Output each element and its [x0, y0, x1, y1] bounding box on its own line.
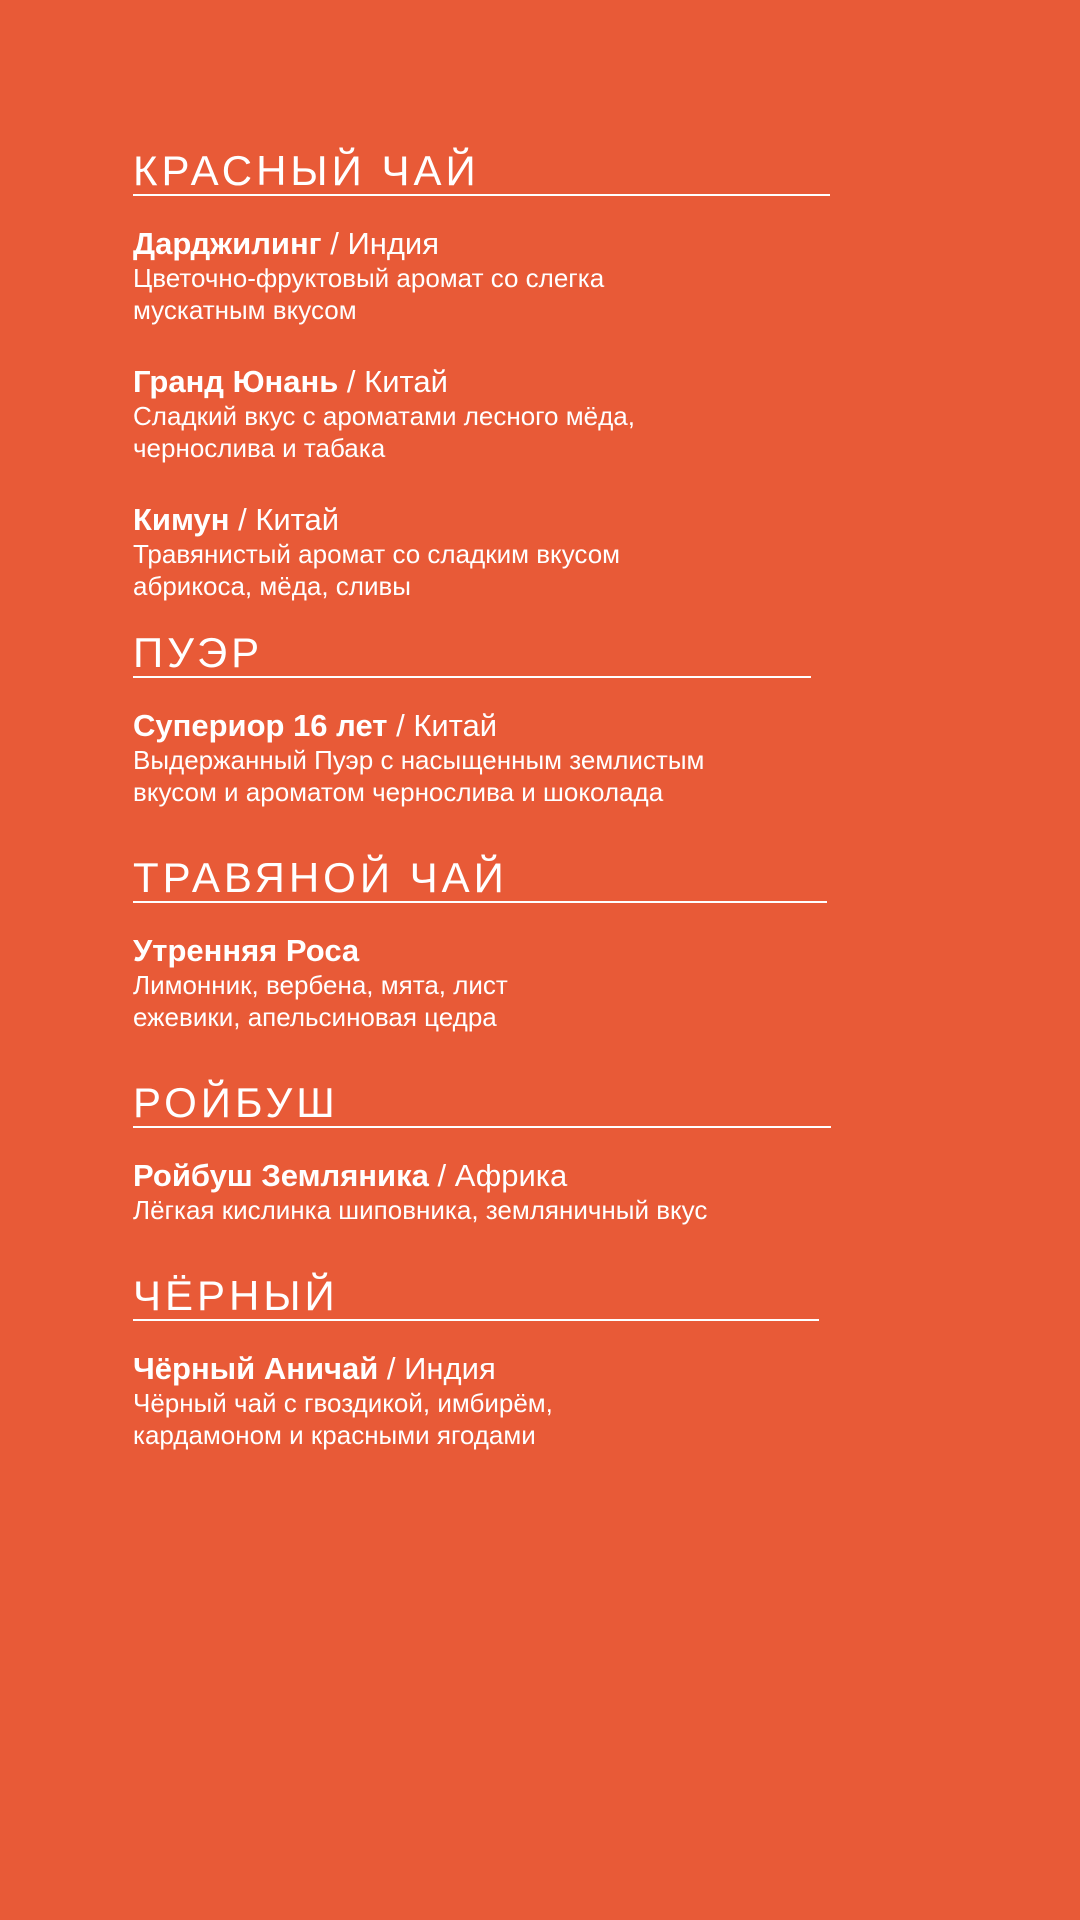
- item-origin: Китай: [255, 502, 340, 537]
- menu-item: [133, 1351, 819, 1451]
- menu-item: [133, 708, 811, 808]
- menu-item: [133, 226, 830, 326]
- item-name: Кимун: [133, 502, 230, 537]
- item-description: [133, 744, 811, 808]
- menu-item: [133, 502, 830, 602]
- menu-item: [133, 1158, 831, 1226]
- section-black-tea: [133, 1261, 819, 1451]
- item-head: [133, 502, 830, 538]
- item-description-line: Лимонник, вербена, мята, лист: [133, 970, 508, 1000]
- section-heading: [133, 1068, 831, 1128]
- item-separator: /: [387, 708, 414, 743]
- item-head: [133, 226, 830, 262]
- section-title: ТРАВЯНОЙ ЧАЙ: [133, 854, 508, 901]
- item-head: [133, 933, 827, 969]
- section-title: ПУЭР: [133, 629, 264, 676]
- item-description-line: вкусом и ароматом чернослива и шоколада: [133, 777, 664, 807]
- section-title: ЧЁРНЫЙ: [133, 1272, 339, 1319]
- item-origin: Африка: [454, 1158, 568, 1193]
- item-description: [133, 538, 830, 602]
- item-origin: Китай: [364, 364, 448, 399]
- item-name: Дарджилинг: [133, 226, 322, 261]
- item-description-line: Сладкий вкус с ароматами лесного мёда,: [133, 401, 635, 431]
- item-origin: Индия: [347, 226, 440, 261]
- section-heading: [133, 843, 827, 903]
- item-description: [133, 262, 830, 326]
- item-description-line: Выдержанный Пуэр с насыщенным землистым: [133, 745, 705, 775]
- item-description-line: абрикоса, мёда, сливы: [133, 571, 411, 601]
- item-origin: Китай: [413, 708, 498, 743]
- section-heading: [133, 1261, 819, 1321]
- item-description-line: Цветочно-фруктовый аромат со слегка: [133, 263, 605, 293]
- section-red-tea: [133, 136, 830, 602]
- section-heading: [133, 136, 830, 196]
- section-heading: [133, 618, 811, 678]
- item-description: [133, 969, 827, 1033]
- item-description-line: ежевики, апельсиновая цедра: [133, 1002, 497, 1032]
- item-description-line: Травянистый аромат со сладким вкусом: [133, 539, 621, 569]
- item-description-line: Чёрный чай с гвоздикой, имбирём,: [133, 1388, 553, 1418]
- item-description: [133, 1194, 831, 1226]
- item-name: Утренняя Роса: [133, 933, 360, 968]
- section-puer: [133, 618, 811, 808]
- item-separator: /: [229, 502, 256, 537]
- item-origin: Индия: [404, 1351, 496, 1386]
- item-separator: /: [321, 226, 348, 261]
- item-separator: /: [378, 1351, 405, 1386]
- section-herbal-tea: [133, 843, 827, 1033]
- item-description: [133, 400, 830, 464]
- item-head: [133, 1351, 819, 1387]
- item-name: Ройбуш Земляника: [133, 1158, 429, 1193]
- section-rooibos: [133, 1068, 831, 1226]
- item-description-line: чернослива и табака: [133, 433, 386, 463]
- item-description-line: кардамоном и красными ягодами: [133, 1420, 536, 1450]
- item-name: Гранд Юнань: [133, 364, 339, 399]
- item-description: [133, 1387, 819, 1451]
- menu-item: [133, 933, 827, 1033]
- menu-item: [133, 364, 830, 464]
- item-head: [133, 364, 830, 400]
- item-head: [133, 1158, 831, 1194]
- item-name: Чёрный Аничай: [133, 1351, 379, 1386]
- section-title: КРАСНЫЙ ЧАЙ: [133, 147, 480, 194]
- item-separator: /: [338, 364, 365, 399]
- item-head: [133, 708, 811, 744]
- item-name: Супериор 16 лет: [133, 708, 388, 743]
- section-title: РОЙБУШ: [133, 1079, 339, 1126]
- item-description-line: Лёгкая кислинка шиповника, земляничный вкус: [133, 1195, 708, 1225]
- item-separator: /: [428, 1158, 455, 1193]
- item-description-line: мускатным вкусом: [133, 295, 357, 325]
